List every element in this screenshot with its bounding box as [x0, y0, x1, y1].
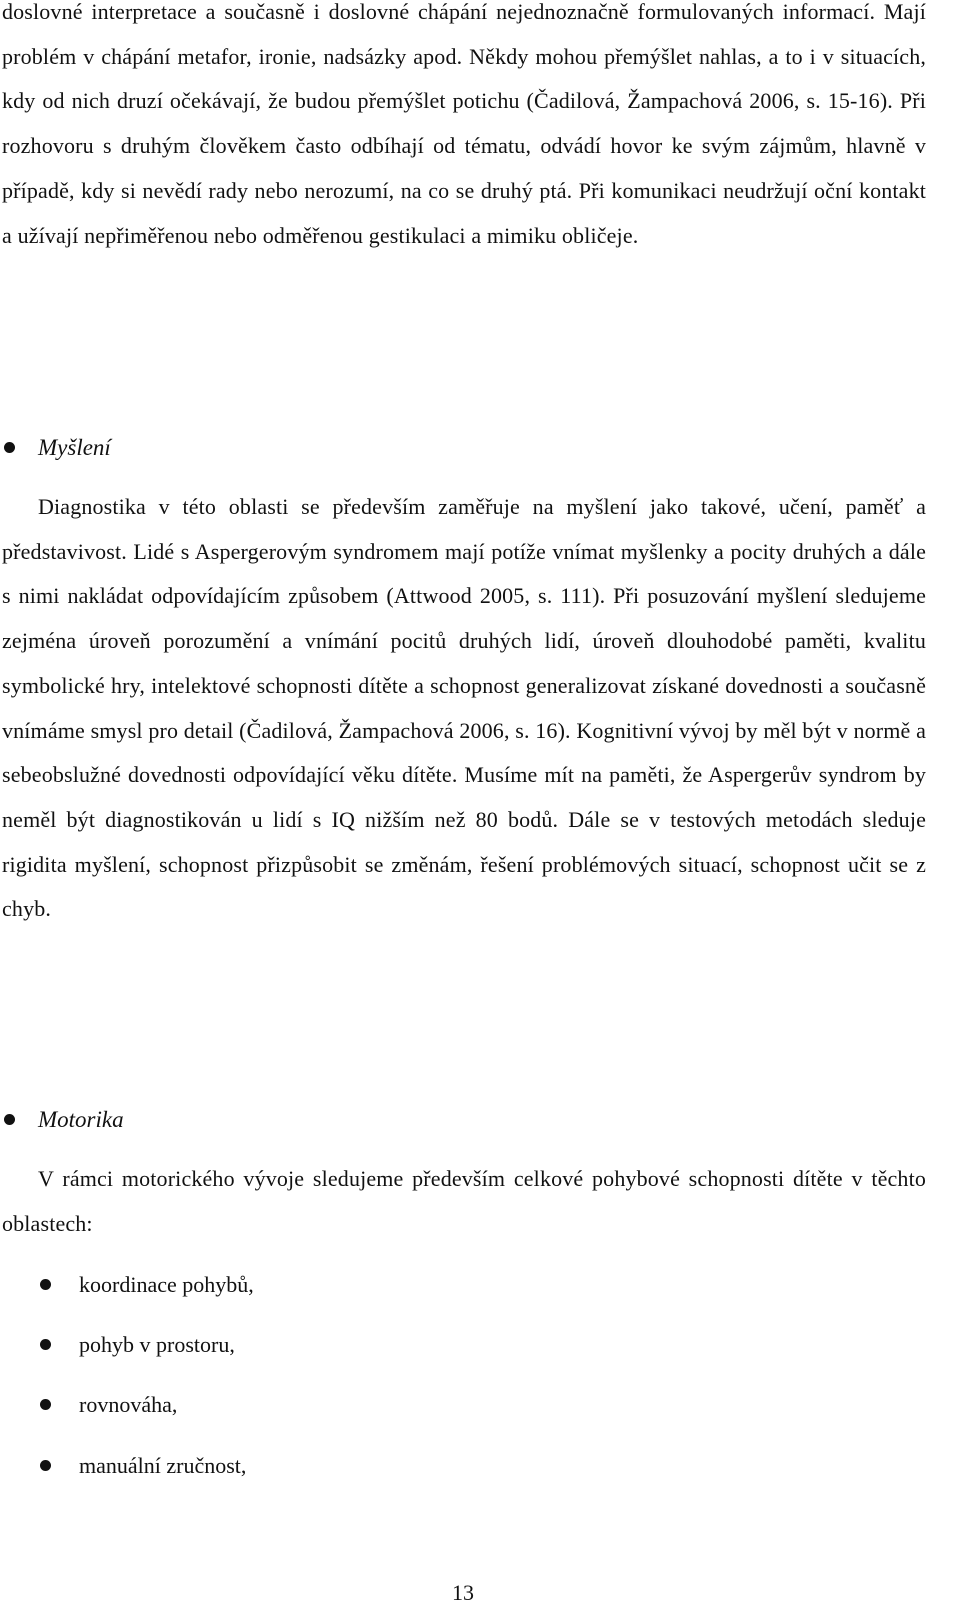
intro-paragraph: doslovné interpretace a současně i doslovné chápání nejednoznačně formulovaných informací. Mají problém v chápání metafor, ironie, nadsázky apod. Někdy mohou přemýšlet nahlas, a to i v situacích, kdy od nich druzí očekávají, že budou přemýšlet potichu (Čadilová, Žampachová 2006, s. 15-16). Při rozhovoru s druhým člověkem často odbíhají od tématu, odvádí hovor ke svým zájmům, hlavně v případě, kdy si nevědí rady nebo nerozumí, na co se druhý ptá. Při komunikaci neudržují oční kontakt a užívají nepřiměřenou nebo odměřenou gestikulaci a mimiku obličeje. [2, 0, 926, 248]
mysleni-paragraph: Diagnostika v této oblasti se především zaměřuje na myšlení jako takové, učení, paměť a představivost. Lidé s Aspergerovým syndromem mají potíže vnímat myšlenky a pocity druhých a dále s nimi nakládat odpovídajícím způsobem (Attwood 2005, s. 111). Při posuzování myšlení sledujeme zejména úroveň porozumění a vnímání pocitů druhých lidí, úroveň dlouhodobé paměti, kvalitu symbolické hry, intelektové schopnosti dítěte a schopnost generalizovat získané dovednosti a současně vnímáme smysl pro detail (Čadilová, Žampachová 2006, s. 16). Kognitivní vývoj by měl být v normě a sebeobslužné dovednosti odpovídající věku dítěte. Musíme mít na paměti, že Aspergerův syndrom by neměl být diagnostikován u lidí s IQ nižším než 80 bodů. Dále se v testových metodách sleduje rigidita myšlení, schopnost přizpůsobit se změnám, řešení problémových situací, schopnost učit se z chyb. [2, 494, 926, 922]
bullet-icon [4, 442, 15, 453]
list-item [0, 1446, 600, 1490]
bullet-icon [40, 1339, 51, 1350]
bullet-icon [4, 1114, 15, 1125]
page-number: 13 [452, 1580, 474, 1605]
motorika-paragraph: V rámci motorického vývoje sledujeme především celkové pohybové schopnosti dítěte v těchto oblastech: [2, 1166, 926, 1236]
section-heading-motorika [0, 1100, 930, 1144]
list-item-text: rovnováha, [79, 1392, 178, 1417]
bullet-icon [40, 1460, 51, 1471]
list-item-text: manuální zručnost, [79, 1453, 247, 1478]
list-item [0, 1265, 600, 1309]
list-item-text: koordinace pohybů, [79, 1272, 254, 1297]
bullet-icon [40, 1399, 51, 1410]
bullet-icon [40, 1279, 51, 1290]
heading-text: Motorika [38, 1107, 124, 1132]
list-item-text: pohyb v prostoru, [79, 1332, 235, 1357]
section-heading-mysleni [0, 428, 930, 472]
heading-text: Myšlení [38, 435, 111, 460]
list-item [0, 1325, 600, 1369]
list-item [0, 1385, 600, 1429]
